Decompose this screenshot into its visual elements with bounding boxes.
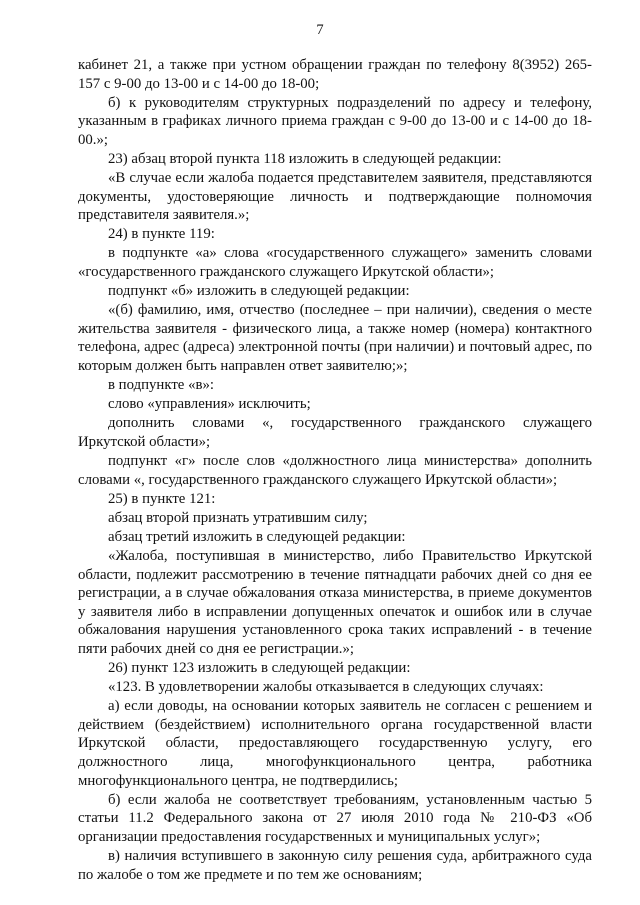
paragraph-subitem-b-text: «(б) фамилию, имя, отчество (последнее – при наличии), сведения о месте жительства заявителя - физического лица, а также номер (номера) контактного телефона, адрес (адреса) электронной почты (при наличии) и почтовый адрес, по которым должен быть направлен ответ заявителю;»; xyxy=(78,302,592,374)
document-body xyxy=(78,56,592,884)
paragraph-third-abzac-heading: абзац третий изложить в следующей редакции: xyxy=(108,528,406,545)
page-number: 7 xyxy=(316,22,324,38)
paragraph-subitem-a-replacement: в подпункте «а» слова «государственного служащего» заменить словами «государственного гражданского служащего Иркутской области»; xyxy=(78,245,592,281)
paragraph-cabinet-continuation: кабинет 21, а также при устном обращении граждан по телефону 8(3952) 265- 157 с 9-00 до 13-00 и с 14-00 до 18-00; xyxy=(78,57,592,92)
paragraph-second-abzac-void: абзац второй признать утратившим силу; xyxy=(108,509,368,526)
paragraph-refusal-case-a: а) если доводы, на основании которых заявитель не согласен с решением и действием (бездействием) исполнительного органа государственной власти Иркутской области, предоставляющего государственную услугу, его должностного лица, многофункционального центра, работника многофункционального центра, не подтвердились; xyxy=(78,698,592,789)
paragraph-refusal-case-b: б) если жалоба не соответствует требованиям, установленным частью 5 статьи 11.2 Федерального закона от 27 июля 2010 года № 210-ФЗ «Об организации предоставления государственных и муниципальных услуг»; xyxy=(78,791,592,845)
paragraph-item-26: 26) пункт 123 изложить в следующей редакции: xyxy=(108,660,411,676)
paragraph-subitem-v-heading: в подпункте «в»: xyxy=(108,377,214,394)
paragraph-item-123-heading: «123. В удовлетворении жалобы отказывается в следующих случаях: xyxy=(108,679,544,696)
paragraph-item-25: 25) в пункте 121: xyxy=(108,490,216,507)
paragraph-subitem-g: подпункт «г» после слов «должностного лица министерства» дополнить словами «, государственного гражданского служащего Иркутской области»; xyxy=(78,452,592,488)
paragraph-item-24: 24) в пункте 119: xyxy=(108,226,215,243)
paragraph-word-exclusion: слово «управления» исключить; xyxy=(108,396,311,413)
paragraph-addition-words: дополнить словами «, государственного гражданского служащего Иркутской области»; xyxy=(78,415,592,450)
paragraph-complaint-review-term: «Жалоба, поступившая в министерство, либо Правительство Иркутской области, подлежит рассмотрению в течение пятнадцати рабочих дней со дня ее регистрации, а в случае обжалования отказа министерства, в приеме документов у заявителя либо в исправлении допущенных опечаток и ошибок или в случае обжалования нарушения установленного срока таких исправлений - в течение пяти рабочих дней со дня ее регистрации.»; xyxy=(78,547,592,657)
paragraph-item-b-supervisors: б) к руководителям структурных подразделений по адресу и телефону, указанным в графиках личного приема граждан с 9-00 до 13-00 и с 14-00 до 18-00.»; xyxy=(78,94,592,148)
paragraph-refusal-case-v: в) наличия вступившего в законную силу решения суда, арбитражного суда по жалобе о том же предмете и по тем же основаниям; xyxy=(78,847,592,883)
paragraph-item-23: 23) абзац второй пункта 118 изложить в следующей редакции: xyxy=(108,150,502,167)
paragraph-representative-documents: «В случае если жалоба подается представителем заявителя, представляются документы, удостоверяющие личность и подтверждающие полномочия представителя заявителя.»; xyxy=(78,170,592,224)
paragraph-subitem-b-heading: подпункт «б» изложить в следующей редакции: xyxy=(108,283,410,300)
